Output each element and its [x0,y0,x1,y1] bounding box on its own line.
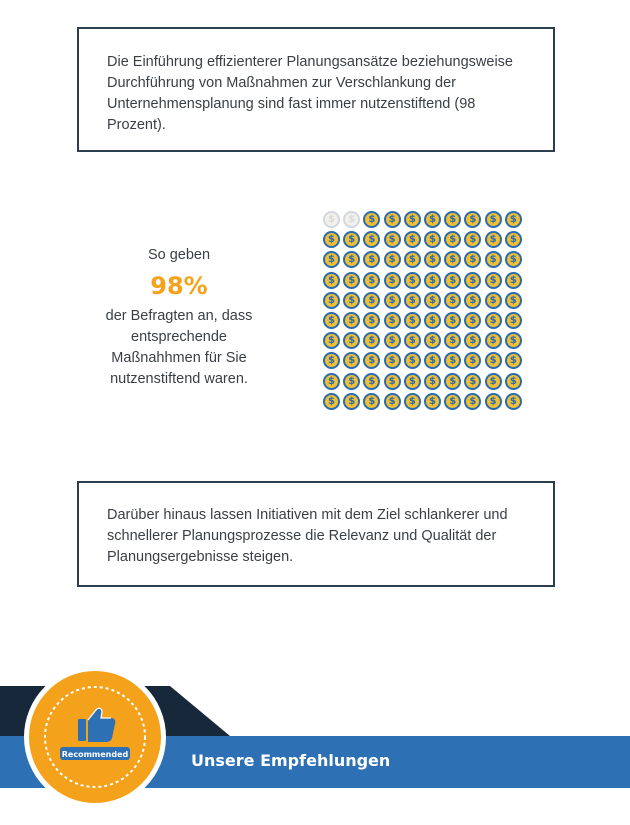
badge-label: Recommended [61,750,129,759]
dollar-coin-icon: $ [505,393,522,410]
intro-text: Die Einführung effizienterer Planungsansätze beziehungsweise Durchführung von Maßnahmen zur Verschlankung der Unternehmensplanung sind fast immer nutzenstiftend (98 Prozent). [107,54,513,133]
dollar-coin-icon: $ [505,231,522,248]
dollar-coin-icon: $ [404,211,421,228]
dollar-coin-icon: $ [404,373,421,390]
dollar-coin-icon: $ [485,373,502,390]
dollar-coin-icon: $ [464,272,481,289]
dollar-coin-icon: $ [323,292,340,309]
dollar-coin-icon: $ [424,211,441,228]
dollar-coin-icon: $ [444,332,461,349]
dollar-coin-icon: $ [384,352,401,369]
dollar-coin-icon: $ [444,231,461,248]
dollar-coin-icon: $ [343,373,360,390]
dollar-coin-icon: $ [323,373,340,390]
dollar-coin-icon: $ [505,312,522,329]
dollar-coin-icon: $ [464,211,481,228]
dollar-coin-icon: $ [444,251,461,268]
dollar-coin-icon: $ [424,292,441,309]
dollar-coin-icon: $ [323,312,340,329]
dollar-coin-icon: $ [404,272,421,289]
dollar-coin-icon: $ [323,272,340,289]
dollar-coin-icon: $ [343,352,360,369]
dollar-coin-icon: $ [323,211,340,228]
dollar-coin-icon: $ [384,231,401,248]
dollar-coin-icon: $ [363,272,380,289]
dollar-coin-icon: $ [505,272,522,289]
dollar-coin-icon: $ [424,332,441,349]
dollar-coin-icon: $ [464,231,481,248]
intro-text-box [77,27,555,152]
dollar-coin-icon: $ [384,373,401,390]
dollar-coin-icon: $ [464,332,481,349]
dollar-coin-icon: $ [343,393,360,410]
dollar-coin-icon: $ [485,312,502,329]
dollar-coin-icon: $ [363,352,380,369]
dollar-coin-icon: $ [343,251,360,268]
dollar-coin-icon: $ [384,312,401,329]
detail-text-box [77,481,555,587]
dollar-coin-icon: $ [424,373,441,390]
dollar-coin-icon: $ [363,211,380,228]
dollar-coin-icon: $ [404,231,421,248]
dollar-coin-icon: $ [444,211,461,228]
dollar-coin-icon: $ [323,393,340,410]
dollar-coin-icon: $ [384,272,401,289]
dollar-coin-icon: $ [485,272,502,289]
dollar-coin-icon: $ [363,332,380,349]
dollar-coin-icon: $ [485,292,502,309]
dollar-coin-icon: $ [444,352,461,369]
dollar-coin-icon: $ [343,231,360,248]
dollar-coin-icon: $ [444,312,461,329]
dollar-coin-icon: $ [384,393,401,410]
coin-grid [323,211,529,417]
dollar-coin-icon: $ [323,352,340,369]
stat-suffix: der Befragten an, dass entsprechende Maßnahhmen für Sie nutzenstiftend waren. [105,308,253,387]
stat-prefix: So geben [147,247,211,263]
dollar-coin-icon: $ [343,332,360,349]
recommended-badge [22,664,168,810]
dollar-coin-icon: $ [485,352,502,369]
dollar-coin-icon: $ [505,373,522,390]
dollar-coin-icon: $ [464,352,481,369]
dollar-coin-icon: $ [343,292,360,309]
dollar-coin-icon: $ [404,332,421,349]
dollar-coin-icon: $ [505,211,522,228]
dollar-coin-icon: $ [424,231,441,248]
detail-text: Darüber hinaus lassen Initiativen mit dem Ziel schlankerer und schnellerer Planungsprozesse die Relevanz und Qualität der Planungsergebnisse steigen. [107,507,508,565]
dollar-coin-icon: $ [424,352,441,369]
dollar-coin-icon: $ [343,272,360,289]
dollar-coin-icon: $ [464,312,481,329]
dollar-coin-icon: $ [424,393,441,410]
dollar-coin-icon: $ [404,312,421,329]
dollar-coin-icon: $ [464,251,481,268]
dollar-coin-icon: $ [323,251,340,268]
dollar-coin-icon: $ [485,251,502,268]
dollar-coin-icon: $ [485,393,502,410]
dollar-coin-icon: $ [505,352,522,369]
dollar-coin-icon: $ [444,272,461,289]
dollar-coin-icon: $ [424,251,441,268]
dollar-coin-icon: $ [444,292,461,309]
dollar-coin-icon: $ [343,312,360,329]
dollar-coin-icon: $ [464,292,481,309]
dollar-coin-icon: $ [404,352,421,369]
dollar-coin-icon: $ [464,393,481,410]
dollar-coin-icon: $ [404,393,421,410]
dollar-coin-icon: $ [363,393,380,410]
dollar-coin-icon: $ [343,211,360,228]
footer-title: Unsere Empfehlungen [191,751,391,770]
dollar-coin-icon: $ [384,251,401,268]
dollar-coin-icon: $ [485,332,502,349]
dollar-coin-icon: $ [464,373,481,390]
stat-percentage: 98% [150,272,208,300]
dollar-coin-icon: $ [384,332,401,349]
dollar-coin-icon: $ [384,292,401,309]
dollar-coin-icon: $ [323,332,340,349]
dollar-coin-icon: $ [505,332,522,349]
dollar-coin-icon: $ [363,251,380,268]
dollar-coin-icon: $ [424,272,441,289]
dollar-coin-icon: $ [485,211,502,228]
dollar-coin-icon: $ [323,231,340,248]
dollar-coin-icon: $ [404,292,421,309]
dollar-coin-icon: $ [424,312,441,329]
dollar-coin-icon: $ [363,292,380,309]
dollar-coin-icon: $ [444,393,461,410]
dollar-coin-icon: $ [444,373,461,390]
dollar-coin-icon: $ [363,373,380,390]
dollar-coin-icon: $ [505,251,522,268]
dollar-coin-icon: $ [485,231,502,248]
dollar-coin-icon: $ [505,292,522,309]
dollar-coin-icon: $ [363,312,380,329]
dollar-coin-icon: $ [384,211,401,228]
stat-block [95,245,263,390]
dollar-coin-icon: $ [404,251,421,268]
dollar-coin-icon: $ [363,231,380,248]
